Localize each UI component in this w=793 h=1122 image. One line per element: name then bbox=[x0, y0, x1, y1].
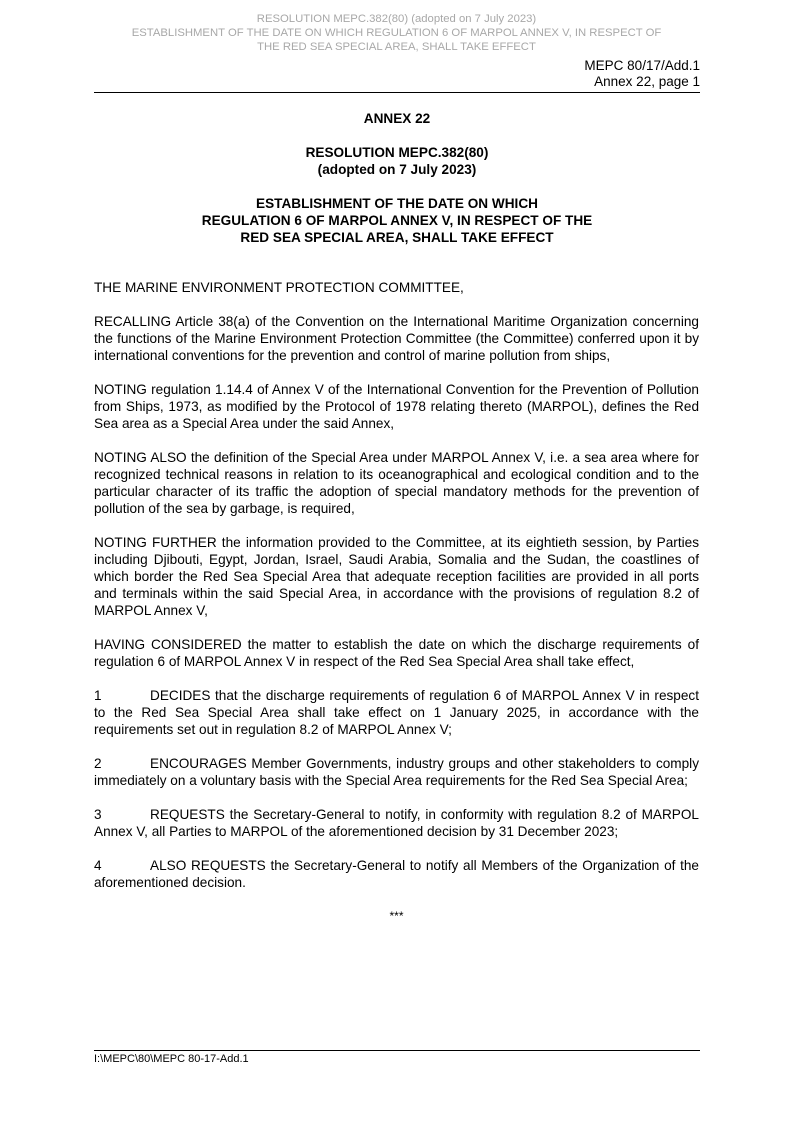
page-reference: Annex 22, page 1 bbox=[594, 74, 700, 89]
committee-paragraph: THE MARINE ENVIRONMENT PROTECTION COMMITTEE, bbox=[94, 280, 464, 295]
item-text: ENCOURAGES Member Governments, industry groups and other stakeholders to comply immediately on a voluntary basis with the Special Area requirements for the Red Sea Special Area; bbox=[94, 756, 699, 788]
document-number: MEPC 80/17/Add.1 bbox=[584, 58, 700, 73]
item-text: ALSO REQUESTS the Secretary-General to notify all Members of the Organization of the aforementioned decision. bbox=[94, 858, 699, 890]
subject-line-1: ESTABLISHMENT OF THE DATE ON WHICH bbox=[256, 196, 538, 211]
watermark-line-3: THE RED SEA SPECIAL AREA, SHALL TAKE EFFECT bbox=[257, 41, 536, 53]
end-mark: *** bbox=[389, 909, 404, 923]
item-number: 4 bbox=[94, 858, 102, 873]
item-number: 2 bbox=[94, 756, 102, 771]
header-divider bbox=[94, 92, 700, 93]
subject-title bbox=[94, 195, 700, 246]
having-considered-paragraph: HAVING CONSIDERED the matter to establish the date on which the discharge requirements of regulation 6 of MARPOL Annex V in respect of the Red Sea Special Area shall take effect, bbox=[94, 637, 699, 669]
item-number: 3 bbox=[94, 807, 102, 822]
operative-item-3 bbox=[94, 806, 699, 840]
item-text: REQUESTS the Secretary-General to notify, in conformity with regulation 8.2 of MARPOL Annex V, all Parties to MARPOL of the aforementioned decision by 31 December 2023; bbox=[94, 807, 699, 839]
recalling-paragraph: RECALLING Article 38(a) of the Convention on the International Maritime Organization concerning the functions of the Marine Environment Protection Committee (the Committee) conferred upon it by international conventions for the prevention and control of marine pollution from ships, bbox=[94, 314, 699, 363]
operative-item-2 bbox=[94, 755, 699, 789]
watermark-header bbox=[0, 12, 793, 54]
adoption-date: (adopted on 7 July 2023) bbox=[317, 162, 477, 177]
watermark-line-2: ESTABLISHMENT OF THE DATE ON WHICH REGULATION 6 OF MARPOL ANNEX V, IN RESPECT OF bbox=[131, 27, 662, 39]
watermark-line-1: RESOLUTION MEPC.382(80) (adopted on 7 July 2023) bbox=[256, 13, 537, 25]
footer-path: I:\MEPC\80\MEPC 80-17-Add.1 bbox=[94, 1053, 249, 1065]
item-text: DECIDES that the discharge requirements of regulation 6 of MARPOL Annex V in respect to the Red Sea Special Area shall take effect on 1 January 2025, in accordance with the requirements set out in regulation 8.2 of MARPOL Annex V; bbox=[94, 688, 699, 737]
noting-also-paragraph: NOTING ALSO the definition of the Special Area under MARPOL Annex V, i.e. a sea area where for recognized technical reasons in relation to its oceanographical and ecological condition and to the particular character of its traffic the adoption of special mandatory methods for the prevention of pollution of the sea by garbage, is required, bbox=[94, 450, 699, 516]
noting-further-paragraph: NOTING FURTHER the information provided to the Committee, at its eightieth session, by Parties including Djibouti, Egypt, Jordan, Israel, Saudi Arabia, Somalia and the Sudan, the coastlines of which border the Red Sea Special Area that adequate reception facilities are provided in all ports and terminals within the said Special Area, in accordance with the provisions of regulation 8.2 of MARPOL Annex V, bbox=[94, 535, 699, 618]
item-number: 1 bbox=[94, 688, 102, 703]
annex-title bbox=[94, 110, 700, 127]
resolution-number: RESOLUTION MEPC.382(80) bbox=[305, 145, 489, 160]
operative-item-1 bbox=[94, 687, 699, 738]
noting-paragraph: NOTING regulation 1.14.4 of Annex V of the International Convention for the Prevention of Pollution from Ships, 1973, as modified by the Protocol of 1978 relating thereto (MARPOL), defines the Red Sea area as a Special Area under the said Annex, bbox=[94, 382, 699, 431]
operative-item-4 bbox=[94, 857, 699, 891]
resolution-body bbox=[94, 279, 699, 942]
annex-heading: ANNEX 22 bbox=[363, 111, 431, 126]
resolution-title bbox=[94, 144, 700, 178]
footer-divider bbox=[94, 1050, 700, 1051]
subject-line-3: RED SEA SPECIAL AREA, SHALL TAKE EFFECT bbox=[240, 230, 554, 245]
document-reference bbox=[584, 58, 700, 90]
subject-line-2: REGULATION 6 OF MARPOL ANNEX V, IN RESPECT OF THE bbox=[201, 213, 593, 228]
